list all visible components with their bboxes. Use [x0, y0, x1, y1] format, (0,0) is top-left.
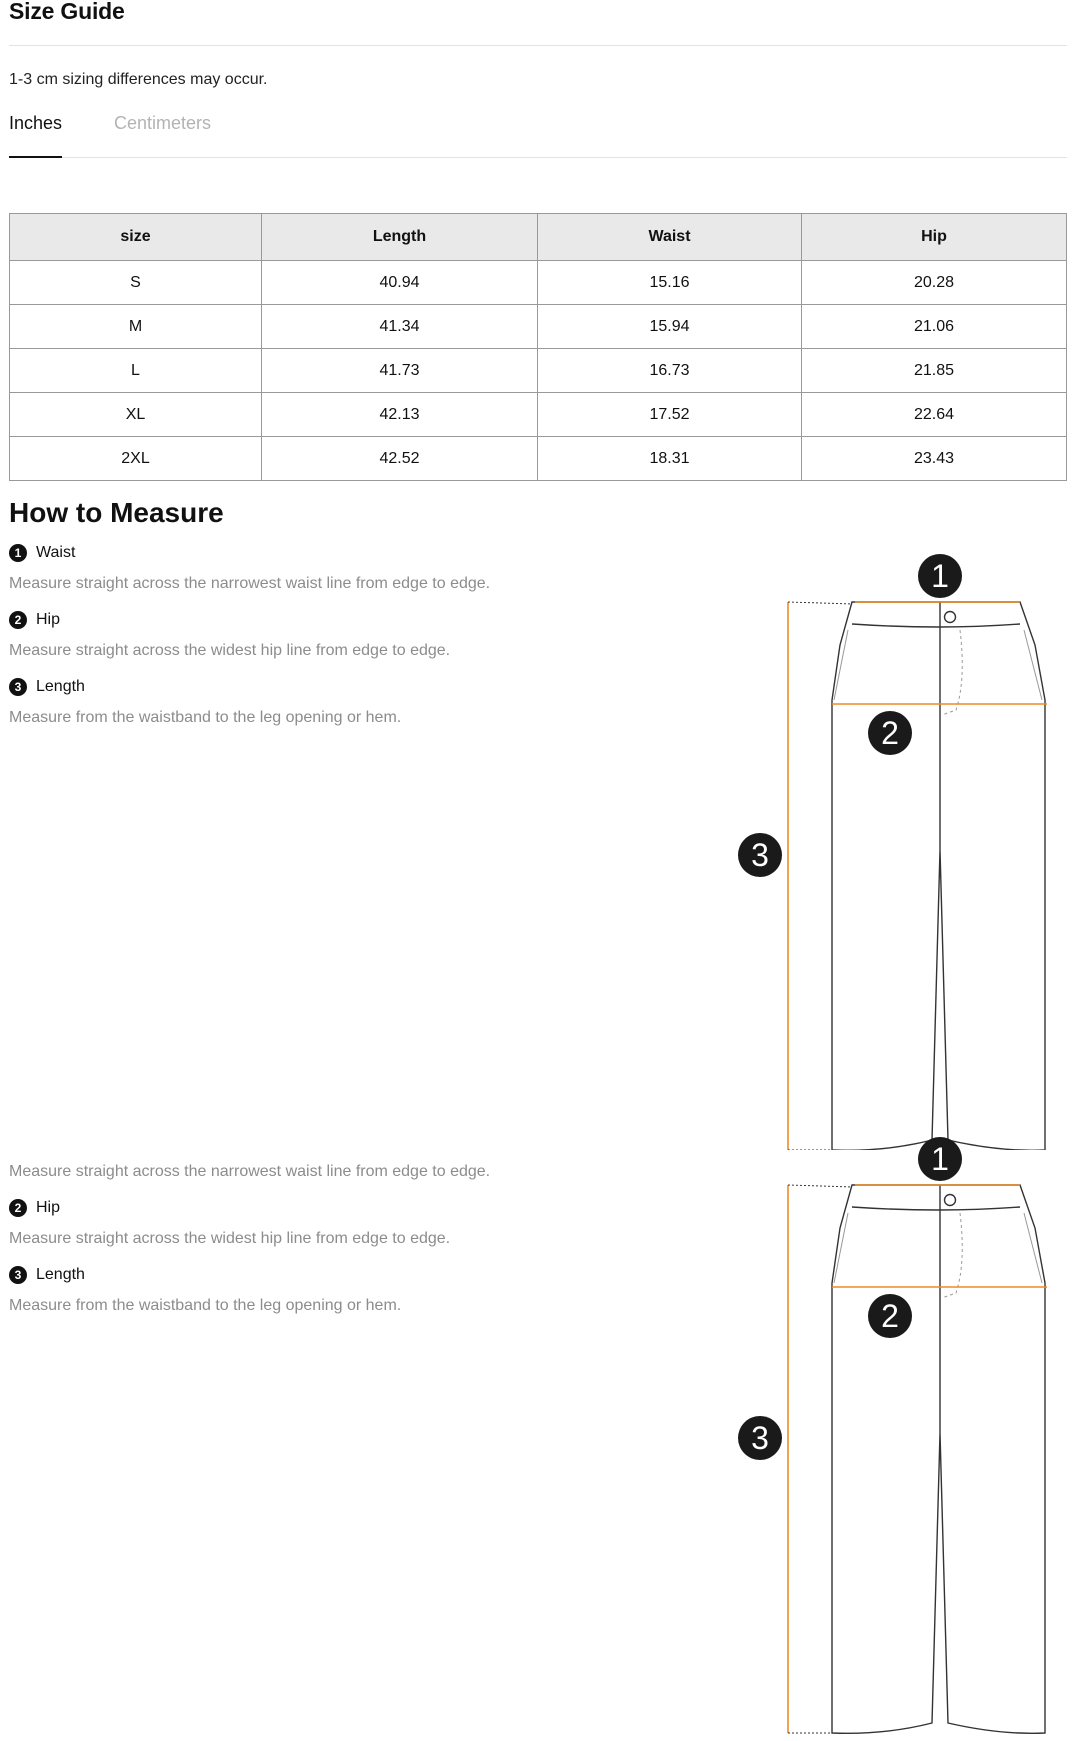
svg-text:2: 2	[881, 715, 899, 751]
measure-description: Measure straight across the narrowest waist line from edge to edge.	[9, 575, 491, 592]
table-cell: 21.85	[802, 349, 1067, 393]
pants-measure-diagram	[720, 550, 1070, 1110]
hip-marker	[868, 711, 912, 755]
svg-text:3: 3	[751, 1420, 769, 1456]
measure-description: Measure straight across the narrowest waist line from edge to edge.	[9, 1163, 491, 1180]
how-to-measure	[9, 497, 689, 743]
sizing-note: 1-3 cm sizing differences may occur.	[9, 71, 268, 88]
column-header-hip: Hip	[802, 214, 1067, 261]
number-badge: 2	[9, 611, 27, 629]
table-row	[10, 437, 1067, 481]
table-cell: 21.06	[802, 305, 1067, 349]
unit-tabs	[9, 113, 1067, 158]
table-cell: XL	[10, 393, 262, 437]
table-cell: S	[10, 261, 262, 305]
svg-text:1: 1	[931, 1141, 949, 1177]
size-table	[9, 213, 1067, 481]
table-cell: 15.16	[538, 261, 802, 305]
table-cell: L	[10, 349, 262, 393]
pants-measure-diagram-repeat	[720, 1133, 1070, 1741]
table-cell: 23.43	[802, 437, 1067, 481]
table-row	[10, 393, 1067, 437]
column-header-waist: Waist	[538, 214, 802, 261]
number-badge: 2	[9, 1199, 27, 1217]
measure-label: Waist	[36, 544, 76, 561]
number-badge: 3	[9, 1266, 27, 1284]
number-badge: 1	[9, 544, 27, 562]
tab-inches[interactable]: Inches	[9, 113, 62, 158]
svg-text:2: 2	[881, 1298, 899, 1334]
measure-label: Hip	[36, 1199, 61, 1216]
table-cell: 42.52	[262, 437, 538, 481]
waist-marker	[918, 554, 962, 598]
column-header-length: Length	[262, 214, 538, 261]
table-cell: 40.94	[262, 261, 538, 305]
measure-length-heading	[9, 1264, 689, 1286]
measure-label: Hip	[36, 611, 61, 628]
table-cell: 15.94	[538, 305, 802, 349]
how-to-measure-repeat	[9, 1163, 689, 1331]
waist-marker	[918, 1137, 962, 1181]
table-row	[10, 261, 1067, 305]
page-title: Size Guide	[9, 0, 125, 24]
table-cell: 17.52	[538, 393, 802, 437]
table-cell: 22.64	[802, 393, 1067, 437]
table-row	[10, 349, 1067, 393]
table-cell: 41.73	[262, 349, 538, 393]
measure-waist-heading	[9, 542, 689, 564]
measure-description: Measure straight across the widest hip line from edge to edge.	[9, 642, 451, 659]
tab-centimeters[interactable]: Centimeters	[114, 113, 212, 133]
table-cell: 16.73	[538, 349, 802, 393]
measure-description: Measure straight across the widest hip line from edge to edge.	[9, 1230, 451, 1247]
measure-description: Measure from the waistband to the leg opening or hem.	[9, 709, 402, 726]
measure-hip-heading	[9, 1197, 689, 1219]
measure-label: Length	[36, 678, 85, 695]
length-marker	[738, 1416, 782, 1460]
column-header-size: size	[10, 214, 262, 261]
svg-text:1: 1	[931, 558, 949, 594]
measure-label: Length	[36, 1266, 85, 1283]
measure-hip-heading	[9, 609, 689, 631]
measure-length-heading	[9, 676, 689, 698]
divider	[9, 45, 1067, 46]
table-cell: 2XL	[10, 437, 262, 481]
table-cell: 42.13	[262, 393, 538, 437]
section-title: How to Measure	[9, 497, 224, 528]
table-cell: 20.28	[802, 261, 1067, 305]
table-header-row	[10, 214, 1067, 261]
table-row	[10, 305, 1067, 349]
svg-text:3: 3	[751, 837, 769, 873]
table-cell: M	[10, 305, 262, 349]
table-cell: 18.31	[538, 437, 802, 481]
length-marker	[738, 833, 782, 877]
number-badge: 3	[9, 678, 27, 696]
measure-description: Measure from the waistband to the leg opening or hem.	[9, 1297, 402, 1314]
hip-marker	[868, 1294, 912, 1338]
table-cell: 41.34	[262, 305, 538, 349]
